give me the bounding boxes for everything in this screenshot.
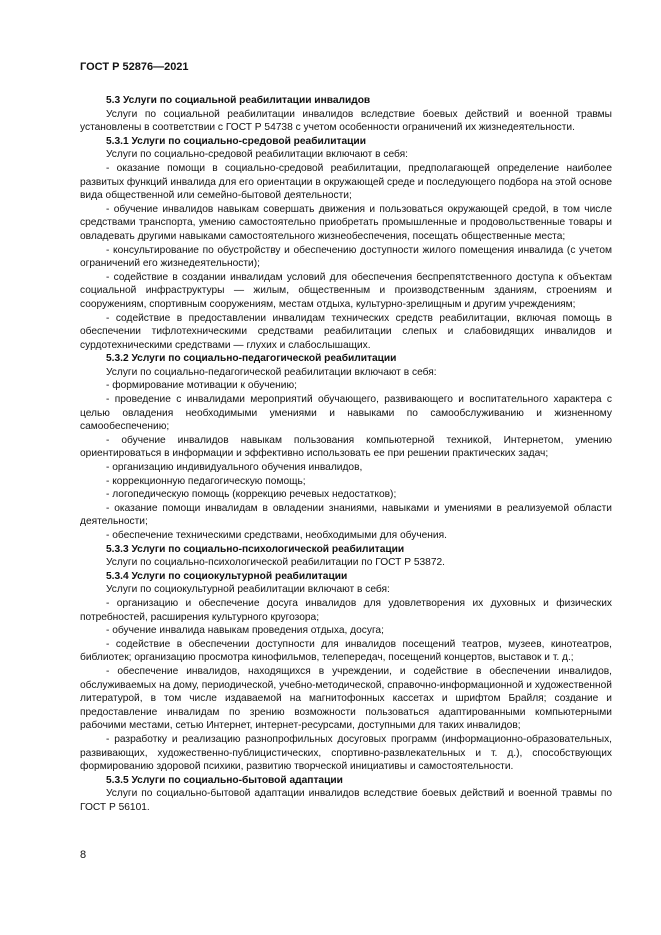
list-item: - формирование мотивации к обучению;: [106, 380, 297, 392]
list-item: - обучение инвалидов навыкам совершать движения и пользоваться окружающей средой, в том числе средствами транспорта, умению самостоятельно приобретать промышленные и продовольственные товары и овладевать другими навыками самостоятельного жизнеобеспечения, посещать общественные места;: [80, 203, 612, 242]
list-item: - обеспечение техническими средствами, необходимыми для обучения.: [106, 530, 447, 541]
list-item: - содействие в обеспечении доступности для инвалидов посещений театров, музеев, кинотеатров, библиотек; организацию просмотра кинофильмов, телепередач, посещений концертов, выставок и т. д.;: [80, 638, 612, 664]
paragraph: Услуги по социальной реабилитации инвалидов вследствие боевых действий и военной травмы установлены в соответствии с ГОСТ Р 54738 с учетом особенности ограничений их жизнедеятельности.: [80, 108, 612, 134]
paragraph: Услуги по социально-бытовой адаптации инвалидов вследствие боевых действий и военной травмы по ГОСТ Р 56101.: [80, 788, 612, 813]
document-body: [80, 94, 612, 814]
list-item: - обучение инвалида навыкам проведения отдыха, досуга;: [106, 625, 384, 637]
subsection-heading: 5.3.1 Услуги по социально-средовой реабилитации: [106, 135, 366, 147]
list-item: - коррекционную педагогическую помощь;: [106, 475, 306, 487]
list-item: - консультирование по обустройству и обеспечению доступности жилого помещения инвалида (с учетом ограничений его жизнедеятельности);: [80, 244, 612, 270]
subsection-heading: 5.3.5 Услуги по социально-бытовой адаптации: [106, 774, 343, 786]
paragraph: Услуги по социально-психологической реабилитации по ГОСТ Р 53872.: [106, 557, 446, 569]
subsection-heading: 5.3.4 Услуги по социокультурной реабилитации: [106, 570, 348, 582]
list-item: - содействие в создании инвалидам условий для обеспечения беспрепятственного доступа к объектам социальной инфраструктуры — жилым, общественным и производственным зданиям, строениям и сооружениям, спортивным сооружениям, местам отдыха, культурно-зрелищным и другим учреждениям;: [80, 271, 612, 310]
paragraph: Услуги по социально-педагогической реабилитации включают в себя:: [106, 366, 437, 378]
list-item: - организацию и обеспечение досуга инвалидов для удовлетворения их духовных и физических потребностей, расширения культурного кругозора;: [80, 597, 612, 623]
subsection-heading: 5.3.2 Услуги по социально-педагогической реабилитации: [106, 353, 397, 365]
list-item: - логопедическую помощь (коррекцию речевых недостатков);: [106, 489, 397, 501]
subsection-heading: 5.3.3 Услуги по социально-психологической реабилитации: [106, 543, 405, 555]
list-item: - оказание помощи в социально-средовой реабилитации, предполагающей определение наиболее развитых функций инвалида для его ориентации в окружающей среде и последующего подбора на этой основе вида общественной или семейно-бытовой деятельности;: [80, 162, 612, 202]
list-item: - разработку и реализацию разнопрофильных досуговых программ (информационно-образовательных, развивающих, художественно-публицистических, спортивно-развлекательных и т. д.), способствующих формированию здоровой психики, развитию творческой инициативы и самостоятельности.: [80, 733, 612, 773]
list-item: - оказание помощи инвалидам в овладении знаниями, навыками и умениями в реализуемой области деятельности;: [80, 502, 612, 528]
list-item: - обучение инвалидов навыкам пользования компьютерной техникой, Интернетом, умению ориентироваться в информации и эффективно использовать ее при решении практических задач;: [80, 434, 612, 460]
paragraph: Услуги по социокультурной реабилитации включают в себя:: [106, 584, 390, 596]
page-number: 8: [80, 849, 87, 861]
list-item: - обеспечение инвалидов, находящихся в учреждении, и содействие в обеспечении инвалидов, обслуживаемых на дому, периодической, учебно-методической, справочно-информационной и художественной литературой, в том числе издаваемой на магнитофонных кассетах и шрифтом Брайля; создание и предоставление инвалидам по зрению возможности пользоваться адаптированными компьютерными рабочими местами, сетью Интернет, интернет-ресурсами, доступными для таких инвалидов;: [80, 665, 612, 732]
paragraph: Услуги по социально-средовой реабилитации включают в себя:: [106, 149, 408, 161]
section-heading: 5.3 Услуги по социальной реабилитации инвалидов: [106, 95, 371, 106]
list-item: - организацию индивидуального обучения инвалидов,: [106, 462, 363, 474]
list-item: - содействие в предоставлении инвалидам технических средств реабилитации, включая помощь в обеспечении тифлотехническими средствами реабилитации слепых и слабовидящих инвалидов и сурдотехническими средствами — глухих и слабослышащих.: [80, 312, 612, 351]
document-code-header: ГОСТ Р 52876—2021: [80, 61, 189, 73]
list-item: - проведение с инвалидами мероприятий обучающего, развивающего и воспитательного характера с целью овладения необходимыми умениями и навыками по самообслуживанию и жизненному самообеспечению;: [80, 394, 612, 433]
